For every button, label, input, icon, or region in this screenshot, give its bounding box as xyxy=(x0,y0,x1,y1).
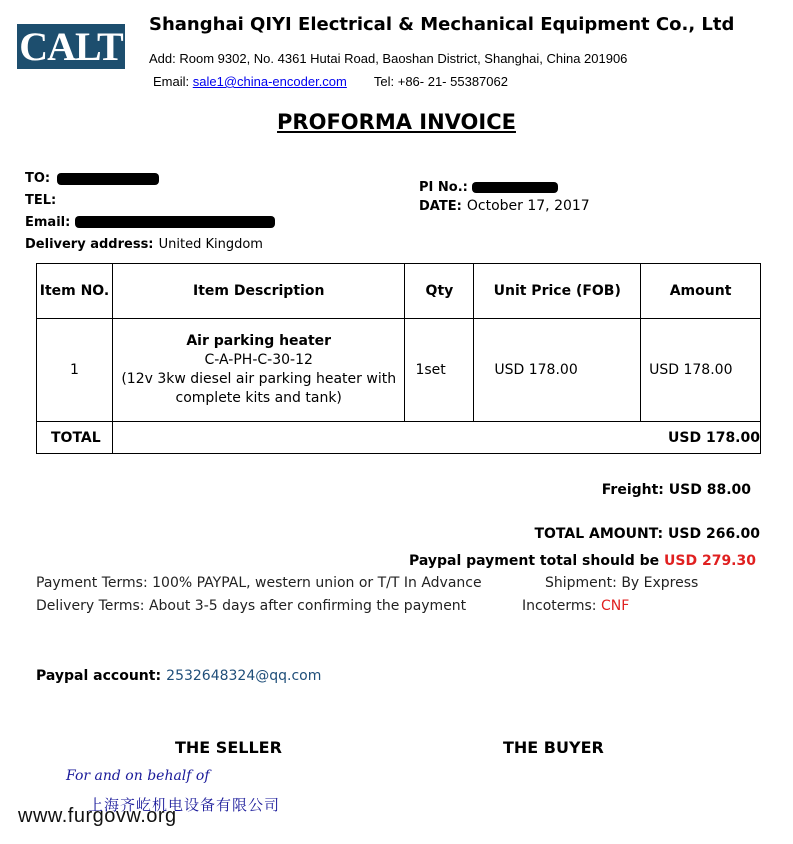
total-amount: TOTAL AMOUNT: USD 266.00 xyxy=(534,526,760,542)
redacted-email xyxy=(75,216,275,228)
item-amount: USD 178.00 xyxy=(641,319,761,422)
incoterms xyxy=(522,598,629,614)
company-name: Shanghai QIYI Electrical & Mechanical Equipment Co., Ltd xyxy=(149,14,735,35)
item-unit-price: USD 178.00 xyxy=(474,319,641,422)
paypal-account xyxy=(36,665,321,684)
pi-label: PI No.: xyxy=(419,180,468,195)
total-row xyxy=(37,422,761,454)
document-title: PROFORMA INVOICE xyxy=(277,110,516,134)
company-address: Add: Room 9302, No. 4361 Hutai Road, Baoshan District, Shanghai, China 201906 xyxy=(149,51,628,66)
delivery-address xyxy=(25,233,263,252)
shipment-terms: Shipment: By Express xyxy=(545,575,699,591)
buyer-email-label: Email: xyxy=(25,215,71,230)
paypal-total xyxy=(409,553,756,569)
total-value: USD 178.00 xyxy=(112,422,760,454)
buyer-heading: THE BUYER xyxy=(503,738,604,757)
total-label: TOTAL xyxy=(37,422,113,454)
header-description: Item Description xyxy=(112,264,404,319)
freight: Freight: USD 88.00 xyxy=(601,482,751,498)
paypal-account-value: 2532648324@qq.com xyxy=(166,668,322,684)
incoterms-label: Incoterms: xyxy=(522,598,597,614)
redacted-name xyxy=(57,173,159,185)
delivery-label: Delivery address: xyxy=(25,237,154,252)
item-model: C-A-PH-C-30-12 xyxy=(204,352,313,368)
date-value: October 17, 2017 xyxy=(466,198,590,214)
table-header-row xyxy=(37,264,761,319)
delivery-value: United Kingdom xyxy=(158,237,263,252)
delivery-terms: Delivery Terms: About 3-5 days after confirming the payment xyxy=(36,598,467,614)
watermark: www.furgovw.org xyxy=(18,805,177,827)
email-label: Email: xyxy=(153,74,190,89)
item-detail: (12v 3kw diesel air parking heater with complete kits and tank) xyxy=(121,371,397,406)
redacted-pi-number xyxy=(472,182,558,193)
header-amount: Amount xyxy=(641,264,761,319)
items-table xyxy=(36,263,761,454)
header-qty: Qty xyxy=(405,264,474,319)
to-label: TO: xyxy=(25,171,51,186)
company-contact xyxy=(153,74,508,89)
incoterms-value: CNF xyxy=(600,598,630,614)
invoice-date xyxy=(419,195,590,214)
email-link[interactable]: sale1@china-encoder.com xyxy=(192,74,347,89)
date-label: DATE: xyxy=(419,199,462,214)
item-no: 1 xyxy=(37,319,113,422)
header-unit-price: Unit Price (FOB) xyxy=(474,264,641,319)
company-tel: Tel: +86- 21- 55387062 xyxy=(373,74,508,89)
header-item-no: Item NO. xyxy=(37,264,113,319)
company-logo: CALT xyxy=(17,24,125,69)
item-title: Air parking heater xyxy=(186,333,332,349)
item-description xyxy=(112,319,404,422)
company-name-chinese: 上海齐屹机电设备有限公司 xyxy=(88,796,281,814)
item-qty: 1set xyxy=(405,319,474,422)
seller-heading: THE SELLER xyxy=(175,738,282,757)
paypal-total-label: Paypal payment total should be xyxy=(408,553,660,569)
table-row xyxy=(37,319,761,422)
payment-terms: Payment Terms: 100% PAYPAL, western union or T/T In Advance xyxy=(36,575,482,591)
on-behalf-text: For and on behalf of xyxy=(66,768,210,784)
paypal-account-label: Paypal account: xyxy=(36,668,162,684)
paypal-total-value: USD 279.30 xyxy=(664,553,756,569)
tel-label: TEL: xyxy=(25,193,57,208)
